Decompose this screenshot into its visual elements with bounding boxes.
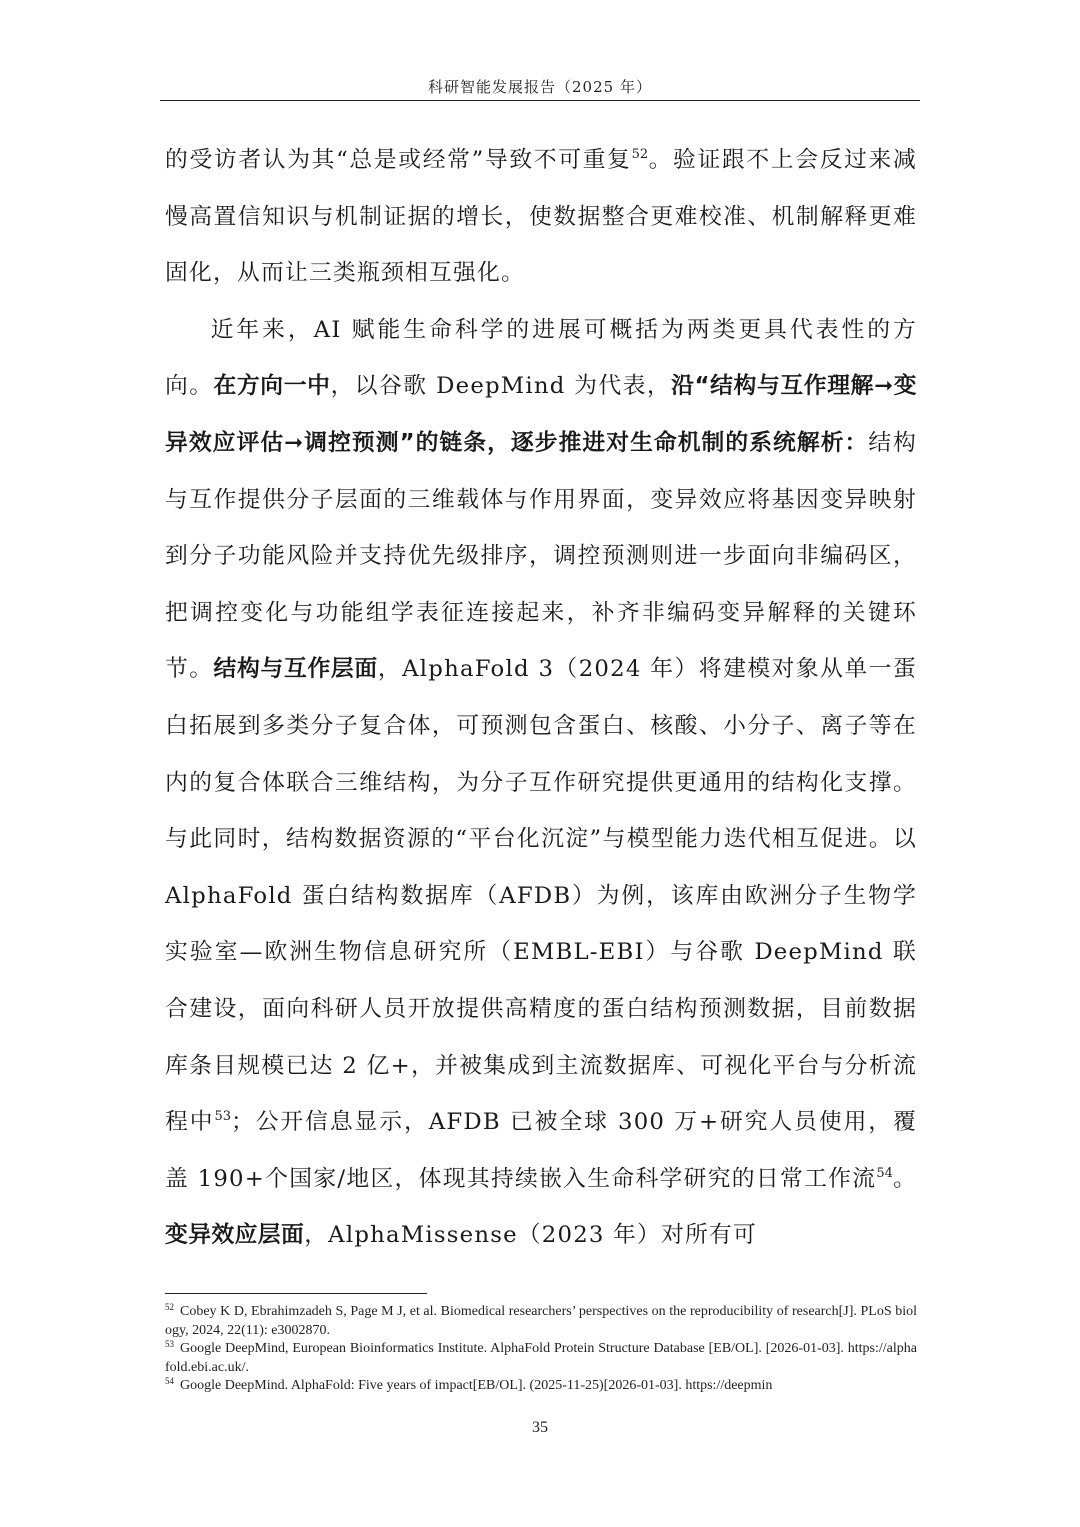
text-run: ；公开信息显示，AFDB 已被全球 300 万+研究人员使用，覆盖 190+个国家/地区，体现其持续嵌入生命科学研究的日常工作流 xyxy=(165,1109,917,1192)
footnote-54 xyxy=(165,1377,917,1396)
footnote-rule xyxy=(165,1293,427,1294)
text-run: 的受访者认为其“总是或经常”导致不可重复 xyxy=(165,147,632,173)
footnote-number: 53 xyxy=(165,1339,174,1350)
footnotes xyxy=(165,1303,917,1396)
footnote-52 xyxy=(165,1303,917,1340)
footnote-text: Cobey K D, Ebrahimzadeh S, Page M J, et al. Biomedical researchers’ perspectives on the reproducibility of research[J]. PLoS biology, 2024, 22(11): e3002870. xyxy=(165,1304,917,1338)
bold-run: 变异效应层面 xyxy=(165,1222,305,1249)
footnote-number: 52 xyxy=(165,1302,174,1312)
text-run: ，AlphaFold 3（2024 年）将建模对象从单一蛋白拓展到多类分子复合体，可预测包含蛋白、核酸、小分子、离子等在内的复合体联合三维结构，为分子互作研究提供更通用的结构化支撑。与此同时，结构数据资源的“平台化沉淀”与模型能力迭代相互促进。以 AlphaFold 蛋白结构数据库（AFDB）为例，该库由欧洲分子生物学实验室—欧洲生物信息研究所（EMBL-EBI）与谷歌 DeepMind 联合建设，面向科研人员开放提供高精度的蛋白结构预测数据，目前数据库条目规模已达 2 亿+，并被集成到主流数据库、可视化平台与分析流程中 xyxy=(165,656,917,1136)
text-run: 。验证跟不上会反过来减慢高置信知识与机制证据的增长，使数据整合更难校准、机制解释更难固化，从而让三类瓶颈相互强化。 xyxy=(165,147,917,287)
header-rule xyxy=(160,100,920,101)
text-run: ，AlphaMissense（2023 年）对所有可 xyxy=(304,1222,758,1249)
paragraph-continuation xyxy=(165,132,917,302)
paragraph-directions xyxy=(165,302,917,1264)
bold-run: 在方向一中 xyxy=(213,373,331,400)
footnote-text[interactable]: Google DeepMind, European Bioinformatics Institute. AlphaFold Protein Structure Database [EB/OL]. [2026-01-03]. https://alphafold.ebi.ac.uk/. xyxy=(165,1341,917,1375)
body-text xyxy=(165,132,917,1264)
bold-run: 沿“结构与互作理解➞变异效应评估➞调控预测”的链条，逐步推进对生命机制的系统解析： xyxy=(165,373,918,456)
page-header: 科研智能发展报告（2025 年） xyxy=(428,78,652,96)
footnote-53 xyxy=(165,1340,917,1377)
footnote-ref-53[interactable]: 53 xyxy=(214,1109,231,1125)
text-run: 。 xyxy=(892,1165,917,1192)
footnote-number: 54 xyxy=(165,1376,174,1387)
bold-run: 结构与互作层面 xyxy=(213,656,378,683)
footnote-text[interactable]: Google DeepMind. AlphaFold: Five years of impact[EB/OL]. (2025-11-25)[2026-01-03]. https://deepmin xyxy=(180,1378,773,1394)
text-run: 结构与互作提供分子层面的三维载体与作用界面，变异效应将基因变异映射到分子功能风险并支持优先级排序，调控预测则进一步面向非编码区，把调控变化与功能组学表征连接起来，补齐非编码变异解释的关键环节。 xyxy=(165,429,917,683)
text-run: ，以谷歌 DeepMind 为代表， xyxy=(330,373,672,400)
footnote-ref-52[interactable]: 52 xyxy=(631,147,649,162)
footnote-ref-54[interactable]: 54 xyxy=(876,1165,893,1181)
page-number: 35 xyxy=(532,1419,548,1436)
text-run: 近年来，AI 赋能生命科学的进展可概括为两类更具代表性的方向。 xyxy=(165,316,917,400)
